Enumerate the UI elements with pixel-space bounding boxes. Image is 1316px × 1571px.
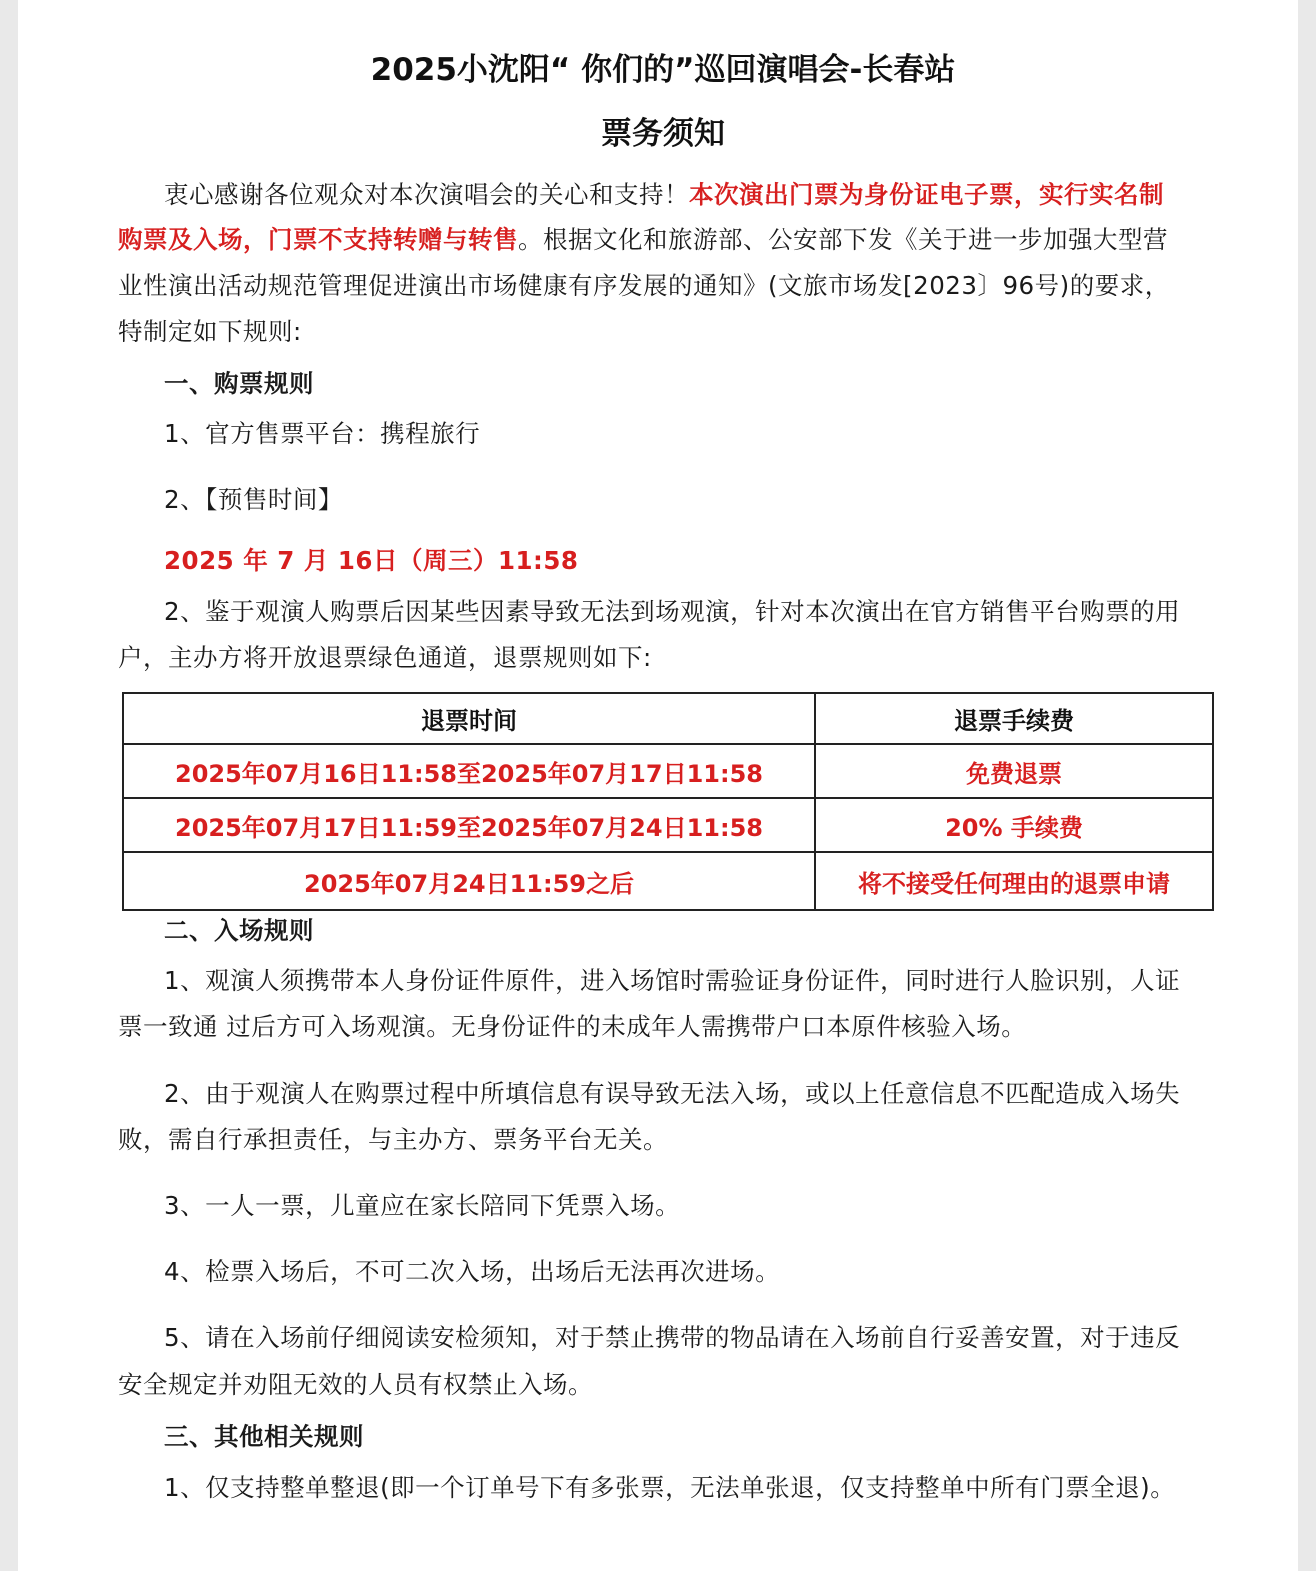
document-page	[18, 0, 1298, 1571]
page-title: 2025小沈阳“ 你们的”巡回演唱会-长春站	[370, 52, 956, 88]
refund-time-cell: 2025年07月16日11:58至2025年07月17日11:58	[123, 744, 815, 798]
entry-item-2-line-1: 2、由于观演人在购票过程中所填信息有误导致无法入场，或以上任意信息不匹配造成入场失	[164, 1079, 1181, 1108]
intro-highlight-1: 本次演出门票为身份证电子票，实行实名制	[689, 180, 1164, 209]
refund-fee-cell: 免费退票	[815, 744, 1213, 798]
refund-table	[122, 692, 1214, 911]
section-heading-ticketing: 一、购票规则	[164, 369, 314, 398]
intro-line-2	[118, 217, 1208, 262]
entry-item-5-line-2: 安全规定并劝阻无效的人员有权禁止入场。	[118, 1370, 593, 1399]
entry-item-2-line-2: 败，需自行承担责任，与主办方、票务平台无关。	[118, 1125, 668, 1154]
entry-item-4: 4、检票入场后，不可二次入场，出场后无法再次进场。	[164, 1257, 781, 1286]
refund-fee-cell: 20% 手续费	[815, 798, 1213, 852]
refund-table-header	[123, 693, 1213, 744]
entry-item-5-line-1: 5、请在入场前仔细阅读安检须知，对于禁止携带的物品请在入场前自行妥善安置，对于违反	[164, 1323, 1181, 1352]
intro-paragraph	[118, 172, 1208, 217]
ticketing-item-3-line-2: 户，主办方将开放退票绿色通道，退票规则如下:	[118, 643, 652, 672]
refund-fee-cell: 将不接受任何理由的退票申请	[815, 852, 1213, 910]
refund-table-row	[123, 744, 1213, 798]
refund-time-cell: 2025年07月24日11:59之后	[123, 852, 815, 910]
intro-line-3: 业性演出活动规范管理促进演出市场健康有序发展的通知》(文旅市场发[2023〕96号)的要求，	[118, 271, 1170, 300]
presale-time: 2025 年 7 月 16日（周三）11:58	[164, 546, 579, 575]
intro-text-1: 衷心感谢各位观众对本次演唱会的关心和支持！	[164, 180, 689, 209]
intro-line-4: 特制定如下规则:	[118, 317, 302, 346]
section-heading-other: 三、其他相关规则	[164, 1422, 364, 1451]
refund-table-header-time: 退票时间	[123, 693, 815, 744]
refund-time-cell: 2025年07月17日11:59至2025年07月24日11:58	[123, 798, 815, 852]
refund-table-row	[123, 798, 1213, 852]
page-subtitle: 票务须知	[601, 116, 725, 152]
entry-item-1-line-1: 1、观演人须携带本人身份证件原件，进入场馆时需验证身份证件，同时进行人脸识别，人证	[164, 966, 1181, 995]
ticketing-item-2: 2、【预售时间】	[164, 485, 343, 514]
refund-table-header-fee: 退票手续费	[815, 693, 1213, 744]
intro-text-2: 。根据文化和旅游部、公安部下发《关于进一步加强大型营	[518, 225, 1168, 254]
ticketing-item-3-line-1: 2、鉴于观演人购票后因某些因素导致无法到场观演，针对本次演出在官方销售平台购票的用	[164, 597, 1181, 626]
intro-highlight-2: 购票及入场，门票不支持转赠与转售	[118, 225, 518, 254]
entry-item-3: 3、一人一票，儿童应在家长陪同下凭票入场。	[164, 1191, 681, 1220]
refund-table-row	[123, 852, 1213, 910]
other-item-1: 1、仅支持整单整退(即一个订单号下有多张票，无法单张退，仅支持整单中所有门票全退)。	[164, 1473, 1176, 1502]
ticketing-item-1: 1、官方售票平台：携程旅行	[164, 419, 481, 448]
entry-item-1-line-2: 票一致通 过后方可入场观演。无身份证件的未成年人需携带户口本原件核验入场。	[118, 1012, 1027, 1041]
section-heading-entry: 二、入场规则	[164, 916, 314, 945]
